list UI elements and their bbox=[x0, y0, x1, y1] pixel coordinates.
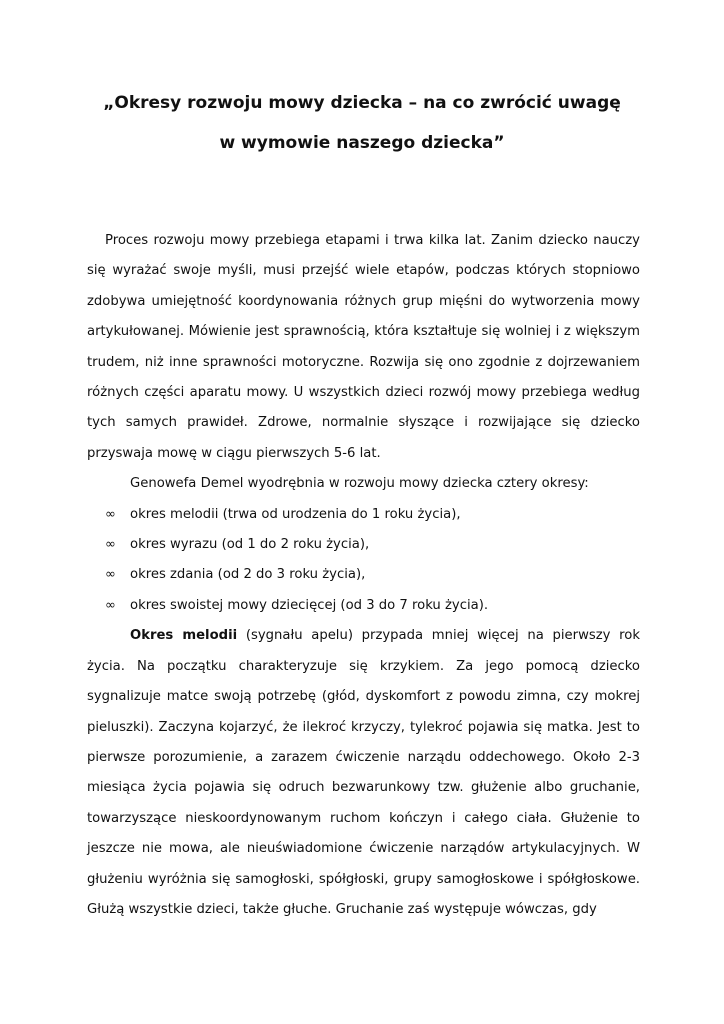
list-item bbox=[87, 560, 640, 590]
infinity-bullet-icon: ∞ bbox=[105, 597, 116, 613]
title-line-1: „Okresy rozwoju mowy dziecka – na co zwrócić uwagę bbox=[103, 93, 621, 113]
melody-period-heading: Okres melodii bbox=[130, 628, 238, 644]
title-line-2: w wymowie naszego dziecka” bbox=[219, 133, 505, 153]
list-item-text: okres swoistej mowy dziecięcej (od 3 do 7 roku życia). bbox=[130, 597, 489, 613]
melody-period-paragraph bbox=[87, 621, 640, 925]
list-item-text: okres zdania (od 2 do 3 roku życia), bbox=[130, 567, 366, 583]
list-item bbox=[87, 500, 640, 530]
periods-intro-paragraph: Genowefa Demel wyodrębnia w rozwoju mowy dziecka cztery okresy: bbox=[130, 476, 589, 492]
list-item bbox=[87, 591, 640, 621]
document-body bbox=[87, 226, 640, 925]
periods-list bbox=[87, 500, 640, 622]
list-item bbox=[87, 530, 640, 560]
infinity-bullet-icon: ∞ bbox=[105, 537, 116, 553]
intro-paragraph: Proces rozwoju mowy przebiega etapami i trwa kilka lat. Zanim dziecko nauczy się wyrażać swoje myśli, musi przejść wiele etapów, podczas których stopniowo zdobywa umiejętność koordynowania różnych grup mięśni do wytworzenia mowy artykułowanej. Mówienie jest sprawnością, która kształtuje się wolniej i z większym trudem, niż inne sprawności motoryczne. Rozwija się ono zgodnie z dojrzewaniem różnych części aparatu mowy. U wszystkich dzieci rozwój mowy przebiega według tych samych prawideł. Zdrowe, normalnie słyszące i rozwijające się dziecko przyswaja mowę w ciągu pierwszych 5-6 lat. bbox=[87, 233, 640, 461]
list-item-text: okres wyrazu (od 1 do 2 roku życia), bbox=[130, 537, 370, 553]
infinity-bullet-icon: ∞ bbox=[105, 567, 116, 583]
infinity-bullet-icon: ∞ bbox=[105, 506, 116, 522]
melody-period-text: (sygnału apelu) przypada mniej więcej na pierwszy rok życia. Na początku charakteryzuje się krzykiem. Za jego pomocą dziecko sygnalizuje matce swoją potrzebę (głód, dyskomfort z powodu zimna, czy mokrej pieluszki). Zaczyna kojarzyć, że ilekroć krzyczy, tylekroć pojawia się matka. Jest to pierwsze porozumienie, a zarazem ćwiczenie narządu oddechowego. Około 2-3 miesiąca życia pojawia się odruch bezwarunkowy tzw. głużenie albo gruchanie, towarzyszące nieskoordynowanym ruchom kończyn i całego ciała. Głużenie to jeszcze nie mowa, ale nieuświadomione ćwiczenie narządów artykulacyjnych. W głużeniu wyróżnia się samogłoski, spółgłoski, grupy samogłoskowe i spółgłoskowe. Głużą wszystkie dzieci, także głuche. Gruchanie zaś występuje wówczas, gdy bbox=[87, 628, 640, 917]
list-item-text: okres melodii (trwa od urodzenia do 1 roku życia), bbox=[130, 506, 461, 522]
